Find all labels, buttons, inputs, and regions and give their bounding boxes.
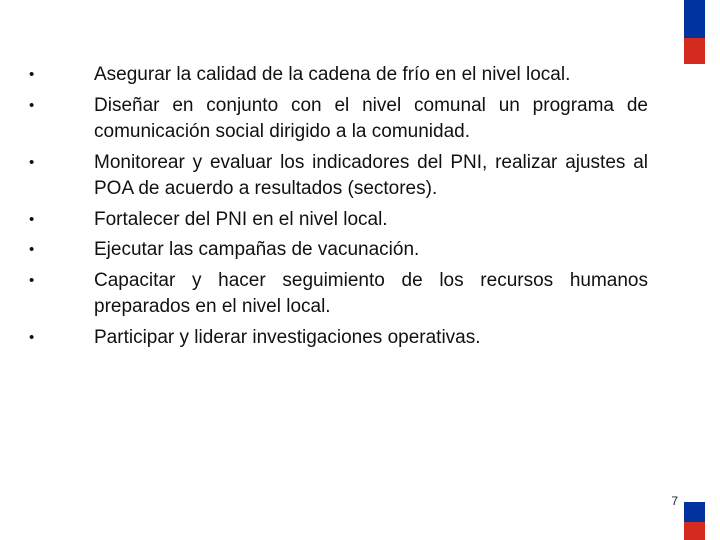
bullet-list [28,62,648,355]
bullet-marker: • [29,271,35,289]
bullet-text: Asegurar la calidad de la cadena de frío en el nivel local. [94,64,571,85]
list-item [28,93,648,146]
bullet-marker: • [29,153,35,171]
bullet-marker: • [29,241,35,258]
bullet-marker: • [29,96,35,114]
bullet-marker: • [29,210,35,228]
list-item [28,207,648,234]
list-item [28,268,648,321]
bullet-text: Monitorear y evaluar los indicadores del PNI, realizar ajustes al POA de acuerdo a resultados (sectores). [94,151,648,199]
flag-stripe-top-blue [684,0,705,38]
bullet-text: Fortalecer del PNI en el nivel local. [94,208,388,230]
flag-stripe-bottom-red [684,522,705,540]
list-item [28,325,648,352]
flag-stripe-bottom-blue [684,502,705,522]
flag-stripe-top [684,0,705,64]
bullet-text: Ejecutar las campañas de vacunación. [94,239,420,260]
flag-stripe-bottom [684,502,705,540]
list-item [28,237,648,264]
bullet-text: Diseñar en conjunto con el nivel comunal un programa de comunicación social dirigido a la comunidad. [94,94,648,142]
list-item [28,62,648,89]
page-number: 7 [671,494,678,508]
flag-stripe-top-red [684,38,705,64]
list-item [28,150,648,203]
bullet-marker: • [29,328,35,346]
bullet-marker: • [29,66,35,83]
bullet-text: Capacitar y hacer seguimiento de los recursos humanos preparados en el nivel local. [94,269,648,317]
bullet-text: Participar y liderar investigaciones operativas. [94,326,481,348]
